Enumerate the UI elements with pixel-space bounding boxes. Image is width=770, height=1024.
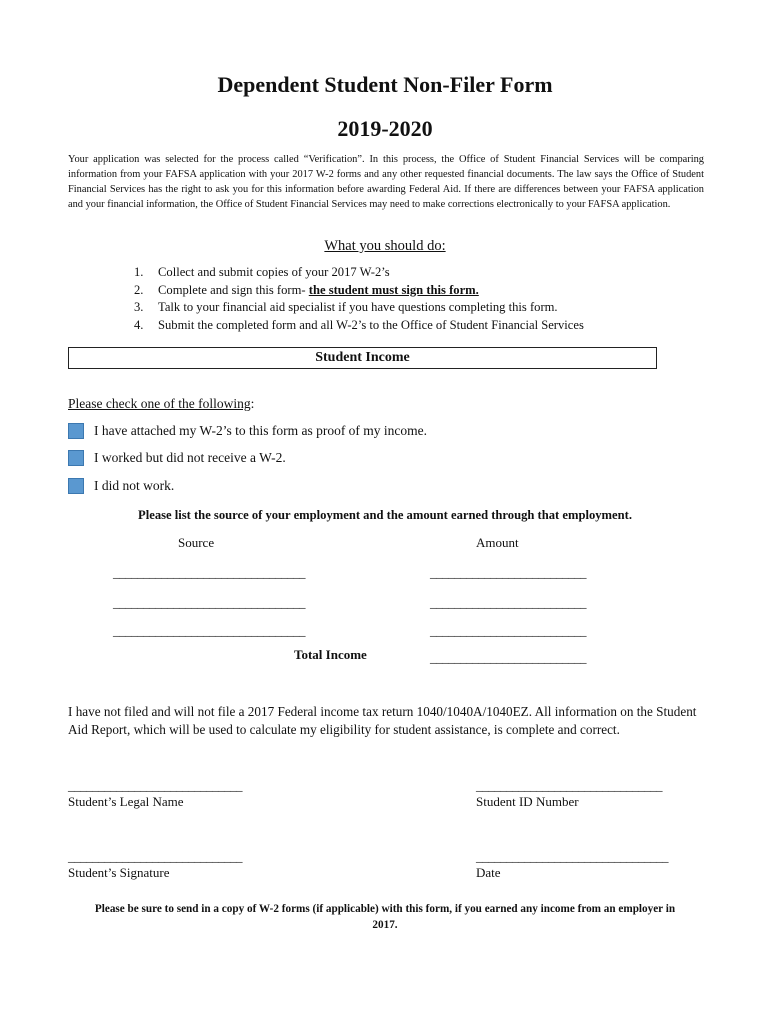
- date-line[interactable]: ________________________________: [476, 849, 668, 864]
- amount-line-3[interactable]: __________________________: [430, 623, 586, 638]
- form-title: Dependent Student Non-Filer Form: [217, 72, 553, 97]
- intro-paragraph: Your application was selected for the process called “Verification”. In this process, the Office of Student Financial Services will be comparing information from your FAFSA application with your 2017 W-2 forms and any other requested financial documents. The law says the Office of Student Financial Services has the right to ask you for this information before awarding Federal Aid. If there are differences between your FAFSA application and your financial information, the Office of Student Financial Services may need to make corrections electronically to your FAFSA application.: [68, 154, 704, 210]
- checkbox-no-w2[interactable]: [68, 450, 84, 466]
- footer-note: Please be sure to send in a copy of W-2 forms (if applicable) with this form, if you earned any income from an employer in 2017.: [94, 903, 676, 931]
- student-id-line[interactable]: _______________________________: [476, 778, 662, 793]
- declaration-statement: I have not filed and will not file a 2017 Federal income tax return 1040/1040A/1040EZ. All information on the Student Aid Report, which will be used to calculate my eligibility for student assistance, is complete and correct.: [68, 704, 697, 737]
- signature-label: Student’s Signature: [68, 865, 170, 880]
- student-id-label: Student ID Number: [476, 794, 579, 809]
- step-item: 1. Collect and submit copies of your 2017 W-2’s: [134, 265, 390, 279]
- source-column-label: Source: [178, 535, 215, 550]
- what-to-do-heading: What you should do:: [324, 238, 446, 254]
- check-heading: Please check one of the following:: [68, 396, 255, 411]
- amount-column-label: Amount: [476, 535, 519, 550]
- checkbox-attached-w2[interactable]: [68, 423, 84, 439]
- option-attached-w2[interactable]: I have attached my W-2’s to this form as proof of my income.: [68, 423, 427, 439]
- step-item: 3. Talk to your financial aid specialist if you have questions completing this form.: [134, 300, 558, 315]
- list-instruction: Please list the source of your employment and the amount earned through that employment.: [138, 508, 632, 522]
- amount-line-2[interactable]: __________________________: [430, 595, 586, 610]
- step-item: 4. Submit the completed form and all W-2’s to the Office of Student Financial Services: [134, 317, 584, 332]
- step-item: 2. Complete and sign this form- the student must sign this form.: [134, 282, 479, 297]
- signature-line[interactable]: _____________________________: [68, 849, 242, 864]
- legal-name-label: Student’s Legal Name: [68, 794, 184, 809]
- checkbox-did-not-work[interactable]: [68, 478, 84, 494]
- legal-name-line[interactable]: _____________________________: [68, 778, 242, 793]
- option-did-not-work[interactable]: I did not work.: [68, 478, 174, 494]
- source-line-2[interactable]: ________________________________: [113, 595, 305, 610]
- form-year: 2019-2020: [337, 116, 433, 141]
- total-income-line[interactable]: __________________________: [430, 650, 586, 665]
- instruction-steps: [134, 264, 584, 334]
- option-no-w2[interactable]: I worked but did not receive a W-2.: [68, 450, 286, 466]
- section-student-income: Student Income: [68, 347, 657, 369]
- date-label: Date: [476, 865, 501, 880]
- total-income-label: Total Income: [294, 647, 367, 662]
- source-line-3[interactable]: ________________________________: [113, 623, 305, 638]
- amount-line-1[interactable]: __________________________: [430, 565, 586, 580]
- source-line-1[interactable]: ________________________________: [113, 565, 305, 580]
- signature-requirement: the student must sign this form.: [308, 282, 479, 297]
